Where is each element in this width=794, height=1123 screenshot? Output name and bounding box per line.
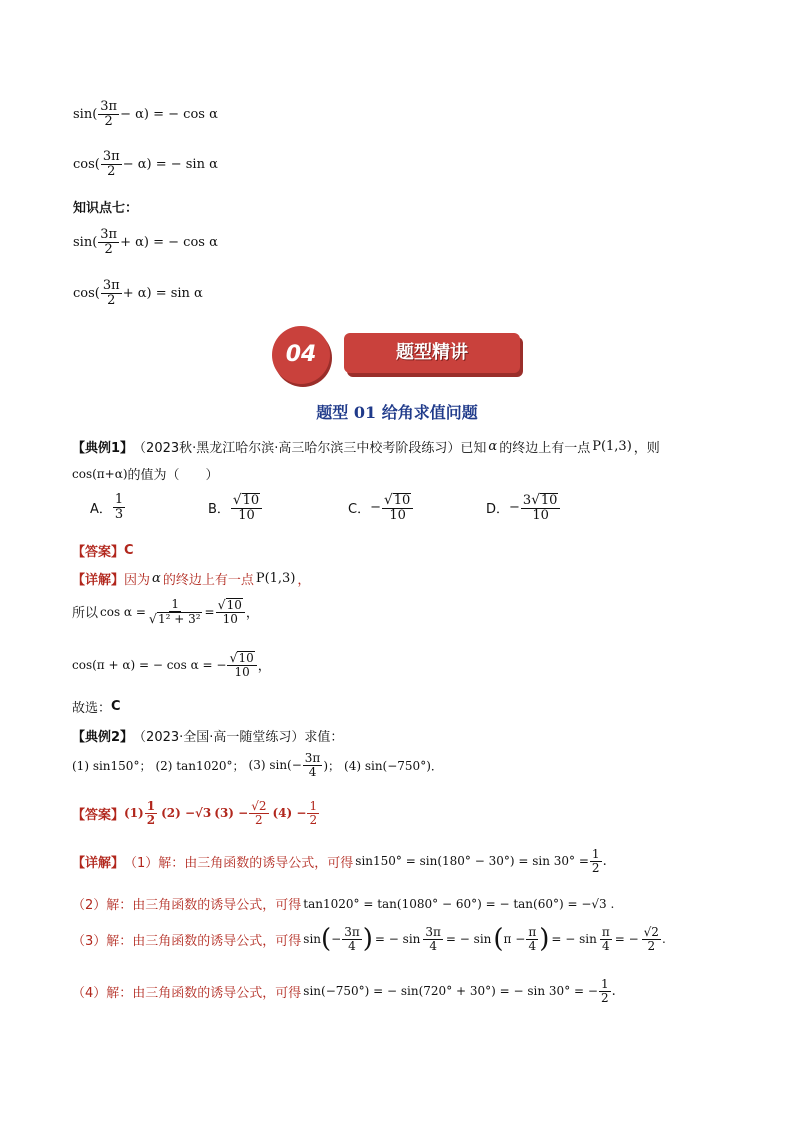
expr-part: sin: [303, 932, 322, 947]
expr-part: = − sin: [374, 932, 421, 947]
denominator: 2: [309, 812, 318, 827]
section-banner: [270, 324, 526, 384]
formula-text: cos(: [73, 285, 100, 301]
denominator: 2: [146, 812, 156, 827]
denominator: 3: [114, 506, 124, 522]
example-source: （2023秋·黑龙江哈尔滨·高三哈尔滨三中校考阶段练习）已知: [133, 441, 487, 456]
formula-text: sin(: [73, 106, 98, 122]
example1-detail: [72, 569, 310, 588]
denominator: 2: [591, 860, 600, 875]
numerator: 1: [114, 492, 124, 507]
example1-step2: [72, 651, 271, 678]
formula-sin-3pi2-plus: [73, 228, 218, 256]
fraction: [113, 493, 125, 521]
numerator: 3π: [100, 227, 118, 242]
radicand: 10: [226, 598, 242, 612]
radicand: 10: [238, 651, 254, 665]
radicand: 10: [242, 493, 260, 508]
fraction: [145, 800, 157, 826]
detail-expr: sin150° = sin(180° − 30°) = sin 30° =: [355, 854, 589, 869]
example2-detail2: [72, 894, 614, 913]
numerator: 3π: [102, 149, 120, 164]
denominator: 10: [532, 507, 549, 523]
fraction: [307, 800, 319, 826]
numerator: 3π: [344, 925, 360, 939]
numerator: 3π: [425, 925, 441, 939]
denominator: 4: [348, 938, 356, 953]
answer-part: (3) −: [214, 806, 249, 821]
question-item: (3) sin(−: [248, 758, 302, 773]
example2-detail1: [72, 848, 607, 874]
denominator: 10: [234, 664, 250, 679]
detail-text: .: [602, 853, 607, 869]
denominator: 4: [429, 938, 437, 953]
fraction: [303, 752, 323, 778]
numerator: 3π: [304, 751, 321, 765]
question-item: (4) sin(−750°)．: [344, 758, 443, 773]
denominator: 2: [104, 241, 113, 257]
example-tag: 【典例2】: [72, 730, 134, 745]
equals: =: [204, 604, 215, 619]
option-label: A．: [90, 501, 112, 517]
denominator: 2: [600, 990, 609, 1005]
formula-sin-3pi2-minus: [73, 100, 218, 128]
alpha-symbol: α: [488, 439, 498, 454]
fraction: [231, 493, 262, 522]
radicand: 1² + 3²: [157, 611, 201, 626]
numerator: 1: [309, 799, 318, 813]
detail-text: （2）解：由三角函数的诱导公式，可得: [72, 898, 302, 913]
denominator: 2: [107, 292, 116, 308]
detail-text: （1）解：由三角函数的诱导公式，可得: [124, 855, 354, 871]
denominator: 2: [647, 938, 656, 953]
question-expr: cos(π+α): [72, 466, 128, 481]
fraction: [249, 800, 268, 826]
denominator: 2: [255, 812, 263, 827]
question-text: 的值为（ ）: [127, 468, 219, 483]
example1-question-line2: [72, 464, 219, 483]
denominator: 4: [528, 938, 537, 953]
numerator: π: [601, 925, 610, 939]
detail-text: 因为: [124, 573, 151, 588]
fraction: [423, 926, 443, 952]
radicand: 10: [393, 493, 411, 508]
numerator: π: [528, 925, 537, 939]
step-expr: cos(π + α) = − cos α = −: [72, 657, 227, 672]
coefficient: 3: [522, 493, 532, 508]
numerator: 3π: [100, 99, 118, 114]
formula-text: − α) = − cos α: [120, 106, 218, 122]
knowledge-point-7-title: 知识点七：: [73, 201, 139, 216]
formula-text: − α) = − sin α: [122, 156, 218, 172]
sqrt: √ 10: [232, 492, 260, 508]
alpha-symbol: α: [152, 571, 161, 586]
step-text: ，: [257, 659, 271, 675]
formula-text: + α) = − cos α: [120, 234, 218, 250]
formula-text: cos(: [73, 156, 100, 172]
sqrt: √ 10: [383, 492, 411, 508]
example2-question: [72, 726, 343, 745]
example2-items: [72, 752, 443, 778]
step-text: 所以: [72, 606, 99, 622]
denominator: 2: [104, 113, 113, 129]
detail-tag: 【详解】: [72, 573, 125, 588]
numerator: √2: [643, 925, 659, 939]
example2-detail4: [72, 978, 616, 1004]
numerator: 1: [591, 847, 600, 861]
expr-part: = −: [614, 932, 639, 947]
sign: −: [509, 500, 520, 516]
choice-text: 故选：: [72, 701, 112, 716]
fraction: [216, 598, 245, 625]
detail-expr: sin(−750°) = − sin(720° + 30°) = − sin 30° = −: [303, 984, 598, 999]
numerator: 1: [146, 799, 156, 813]
step-expr: cos α =: [100, 604, 146, 619]
denominator: 10: [389, 507, 406, 523]
fraction: [101, 150, 122, 178]
detail-expr: tan1020° = tan(1080° − 60°) = − tan(60°) = −√3 .: [303, 896, 615, 911]
expr-part: −: [331, 932, 342, 947]
question-item: (1) sin150°；: [72, 758, 152, 773]
answer-tag: 【答案】: [72, 545, 125, 560]
step-text: ，: [245, 606, 259, 622]
paren-open: (: [321, 924, 332, 955]
sqrt: √ 1² + 3²: [148, 610, 201, 626]
example2-answer: [72, 800, 320, 826]
question-text: 的终边上有一点: [499, 441, 591, 456]
example1-step1: [72, 598, 259, 625]
question-item: )；: [323, 758, 341, 773]
paren-close: ): [539, 924, 550, 955]
denominator: 2: [107, 163, 116, 179]
example1-question-line1: [72, 437, 660, 456]
type-title: 题型 01 给角求值问题: [316, 403, 478, 422]
radicand: 10: [540, 493, 558, 508]
banner-number: 04: [285, 342, 317, 367]
example2-detail3: [72, 924, 666, 955]
fraction: [98, 228, 119, 256]
fraction: [590, 848, 602, 874]
example1-answer: [72, 541, 134, 560]
answer-part: (1): [124, 806, 144, 821]
formula-text: sin(: [73, 234, 98, 250]
formula-cos-3pi2-minus: [73, 150, 218, 178]
fraction: [642, 926, 661, 952]
fraction: [98, 100, 119, 128]
point-p: P(1,3): [255, 571, 296, 586]
numerator: 3π: [102, 278, 120, 293]
expr-part: .: [661, 932, 666, 947]
example-source: （2023·全国·高一随堂练习）求值：: [133, 730, 344, 745]
expr-part: π −: [503, 932, 526, 947]
option-label: D．: [486, 502, 510, 518]
numerator: √2: [251, 799, 267, 813]
fraction: [101, 279, 122, 307]
option-label: B．: [208, 502, 230, 518]
sqrt: √ 10: [229, 650, 254, 665]
banner-label: 题型精讲: [396, 342, 468, 363]
example-tag: 【典例1】: [72, 441, 134, 456]
answer-part: (4) −: [272, 806, 307, 821]
option-b[interactable]: [208, 493, 263, 522]
sign: −: [370, 500, 381, 516]
formula-cos-3pi2-plus: [73, 279, 203, 307]
option-label: C．: [348, 502, 371, 518]
option-d[interactable]: [486, 493, 561, 522]
detail-text: （4）解：由三角函数的诱导公式，可得: [72, 985, 302, 1001]
detail-text: ，: [297, 573, 311, 588]
detail-text: 的终边上有一点: [162, 573, 254, 588]
sqrt: √ 10: [217, 597, 242, 612]
option-a[interactable]: [90, 493, 126, 521]
expr-part: = − sin: [551, 932, 597, 947]
sqrt: √ 10: [531, 492, 558, 508]
question-item: (2) tan1020°；: [155, 758, 245, 773]
paren-close: ): [362, 924, 373, 955]
answer-part: (2) −√3: [161, 806, 212, 821]
fraction: [521, 493, 561, 522]
denominator: 10: [222, 611, 238, 626]
answer-tag: 【答案】: [72, 807, 125, 823]
detail-expr: [303, 924, 666, 955]
option-c[interactable]: [348, 493, 414, 522]
detail-text: （3）解：由三角函数的诱导公式，可得: [72, 933, 302, 949]
fraction: [526, 926, 538, 952]
fraction: [147, 598, 204, 625]
fraction: [599, 978, 611, 1004]
denominator: 10: [238, 507, 255, 523]
detail-tag: 【详解】: [72, 855, 125, 871]
numerator: 1: [171, 597, 180, 611]
paren-open: (: [493, 924, 504, 955]
detail-text: .: [611, 983, 616, 999]
choice-value: C: [111, 699, 121, 714]
formula-text: + α) = sin α: [122, 285, 203, 301]
fraction: [382, 493, 413, 522]
expr-part: = − sin: [445, 932, 492, 947]
answer-value: C: [124, 543, 134, 558]
question-text: ，则: [633, 441, 660, 456]
example1-choice: [72, 697, 121, 716]
denominator: 4: [601, 938, 610, 953]
point-p: P(1,3): [592, 439, 632, 454]
denominator: 4: [308, 764, 317, 779]
fraction: [600, 926, 612, 952]
fraction: [342, 926, 362, 952]
numerator: 1: [600, 977, 609, 991]
fraction: [227, 651, 256, 678]
